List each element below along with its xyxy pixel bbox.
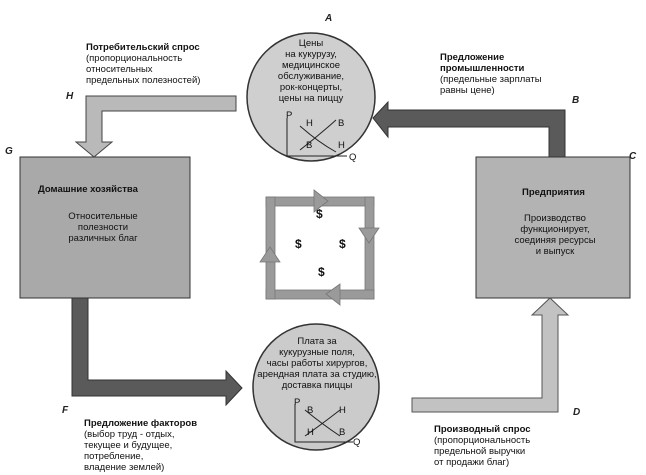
households-description [48, 211, 158, 244]
label-f: F [62, 405, 69, 416]
label-a: A [325, 13, 333, 24]
factor-prices-line: арендная плата за студию, [257, 369, 377, 380]
factor-supply-line: (выбор труд - отдых, [84, 429, 175, 440]
factor-prices-text [256, 336, 378, 391]
factor-supply-label [84, 418, 197, 473]
loop-arrowhead-bottom [326, 284, 340, 305]
bottom-axis-q: Q [353, 437, 361, 448]
top-axis-q: Q [349, 152, 357, 163]
factor-supply-arrow [72, 298, 242, 405]
industry-supply-title: Предложение [440, 52, 505, 63]
dollar-sign: $ [295, 237, 302, 251]
consumer-demand-line: (пропорциональность [86, 53, 183, 64]
factor-supply-title: Предложение факторов [84, 418, 198, 429]
households-line: полезности [77, 222, 129, 233]
consumer-demand-line: предельных полезностей) [86, 75, 201, 86]
households-line: различных благ [68, 233, 138, 244]
top-axis-p: P [286, 110, 293, 121]
product-prices-line: медицинское [281, 60, 341, 71]
bottom-axis-p: P [294, 397, 301, 408]
households-title: Домашние хозяйства [38, 184, 138, 195]
industry-supply-label [440, 52, 542, 96]
consumer-demand-title: Потребительский спрос [86, 42, 200, 53]
product-prices-line: на кукурузу, [285, 49, 337, 60]
top-curve-label: Н [306, 118, 313, 129]
factor-prices-line: кукурузные поля, [279, 347, 355, 358]
bottom-curve-label: Н [339, 405, 346, 416]
factor-prices-line: часы работы хирургов, [266, 358, 368, 369]
dollar-sign: $ [318, 265, 325, 279]
industry-supply-arrow [373, 102, 565, 157]
product-prices-text [266, 38, 356, 104]
derived-demand-arrow [412, 298, 568, 412]
label-b: B [572, 95, 580, 106]
firms-title: Предприятия [522, 187, 585, 198]
loop-arrowhead-right [359, 228, 379, 243]
bottom-curve-label: В [339, 427, 346, 438]
loop-arrowhead-left [260, 247, 280, 262]
bottom-curve-label: В [307, 405, 314, 416]
firms-line: Производство [524, 213, 586, 224]
label-d: D [573, 407, 581, 418]
top-curve-label: В [306, 140, 313, 151]
industry-supply-title: промышленности [440, 63, 525, 74]
derived-demand-label [434, 424, 531, 468]
label-g: G [5, 146, 13, 157]
factor-prices-line: доставка пиццы [281, 380, 353, 391]
factor-supply-line: владение землей) [84, 462, 165, 473]
product-prices-line: рок-концерты, [279, 82, 343, 93]
bottom-curve-label: Н [307, 427, 314, 438]
consumer-demand-arrow [76, 96, 236, 157]
firms-description [500, 213, 610, 257]
firms-line: соединяя ресурсы [514, 235, 596, 246]
consumer-demand-line: относительных [86, 64, 153, 75]
factor-prices-line: Плата за [297, 336, 337, 347]
derived-demand-line: от продажи благ) [434, 457, 510, 468]
derived-demand-title: Производный спрос [434, 424, 531, 435]
factor-supply-line: текущее и будущее, [84, 440, 173, 451]
consumer-demand-label [86, 42, 200, 86]
top-curve-label: В [338, 118, 345, 129]
derived-demand-line: (пропорциональность [434, 435, 531, 446]
label-h: H [66, 91, 74, 102]
top-curve-label: Н [338, 140, 345, 151]
factor-supply-line: потребление, [84, 451, 144, 462]
product-prices-line: Цены [298, 38, 324, 49]
product-prices-line: цены на пиццу [278, 93, 344, 104]
dollar-sign: $ [316, 207, 323, 221]
households-line: Относительные [68, 211, 138, 222]
derived-demand-line: предельной выручки [434, 446, 526, 457]
firms-line: функционирует, [520, 224, 590, 235]
label-c: C [629, 151, 637, 162]
industry-supply-line: равны цене) [440, 85, 495, 96]
product-prices-line: обслуживание, [277, 71, 345, 82]
industry-supply-line: (предельные зарплаты [440, 74, 542, 85]
firms-line: и выпуск [535, 246, 575, 257]
dollar-sign: $ [339, 237, 346, 251]
